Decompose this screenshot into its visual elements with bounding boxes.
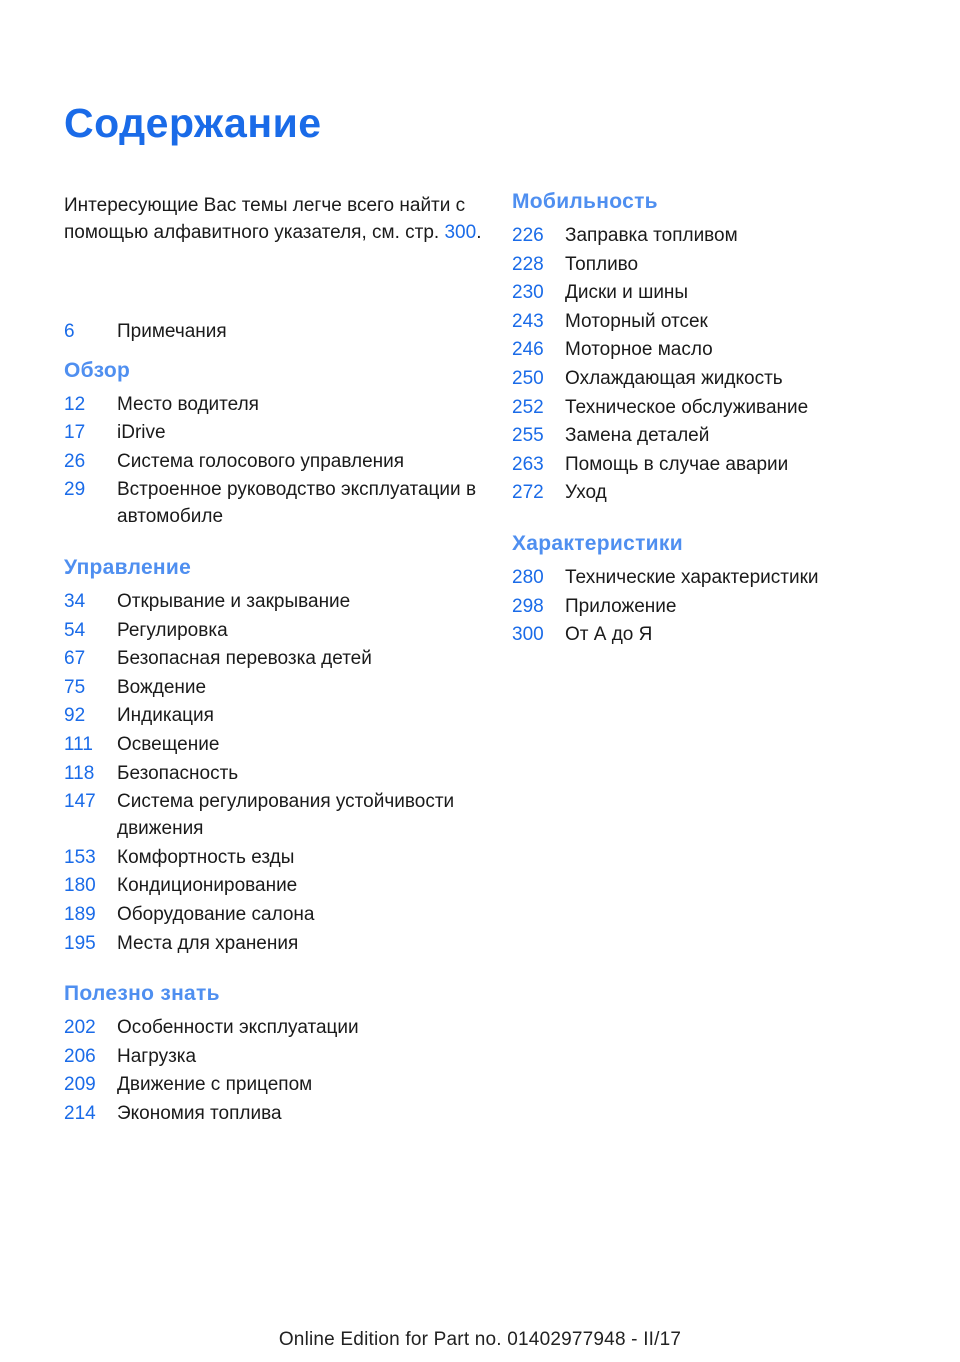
- toc-entry[interactable]: [64, 391, 482, 418]
- intro-end: .: [476, 222, 482, 243]
- toc-entry-label[interactable]: Техническое обслуживание: [565, 396, 809, 418]
- toc-entry-label[interactable]: Моторный отсек: [565, 310, 708, 332]
- toc-entry-label[interactable]: Экономия топлива: [117, 1103, 282, 1124]
- toc-page-number[interactable]: 228: [512, 253, 544, 275]
- toc-page-number[interactable]: 75: [64, 676, 86, 698]
- toc-entry-label[interactable]: Движение с прицепом: [117, 1074, 313, 1096]
- toc-section-title: Мобильность: [512, 190, 658, 213]
- toc-entry-label[interactable]: Диски и шины: [565, 282, 689, 304]
- toc-entry[interactable]: [64, 1014, 482, 1041]
- toc-page-number[interactable]: 243: [512, 310, 544, 332]
- toc-page-number[interactable]: 67: [64, 648, 86, 670]
- toc-entry-label[interactable]: Помощь в случае аварии: [565, 453, 789, 475]
- toc-entry-label[interactable]: Замена деталей: [565, 425, 710, 447]
- toc-entry-label[interactable]: Технические характеристики: [565, 567, 819, 588]
- toc-entry-label[interactable]: Регулировка: [117, 619, 228, 641]
- toc-entry-label[interactable]: Безопасность: [117, 762, 239, 784]
- toc-entry-label[interactable]: Индикация: [117, 705, 214, 727]
- intro-sentence: Интересующие Вас темы легче всего найти с помощью алфавитного указателя, см. стр.: [64, 195, 466, 243]
- toc-page-number[interactable]: 92: [64, 705, 86, 727]
- toc-entry-label[interactable]: Система голосового управления: [117, 450, 405, 472]
- toc-page-number[interactable]: 195: [64, 932, 96, 954]
- toc-entry[interactable]: [64, 731, 482, 758]
- toc-page-number[interactable]: 280: [512, 567, 544, 588]
- toc-entry[interactable]: [64, 760, 482, 787]
- toc-entry[interactable]: [64, 645, 482, 672]
- toc-entry[interactable]: [64, 1100, 482, 1127]
- toc-entry[interactable]: [64, 788, 482, 842]
- toc-entry[interactable]: [64, 901, 482, 928]
- toc-page-number[interactable]: 29: [64, 479, 86, 501]
- toc-page-number[interactable]: 255: [512, 425, 544, 447]
- toc-entry[interactable]: [512, 365, 930, 392]
- toc-page-number[interactable]: 263: [512, 453, 544, 475]
- toc-section-title: Полезно знать: [64, 982, 220, 1006]
- toc-entry-label[interactable]: Система регулирования устойчивости движения: [117, 791, 455, 840]
- index-page-link[interactable]: 300: [444, 222, 477, 243]
- toc-page-number[interactable]: 118: [64, 762, 95, 784]
- toc-entry[interactable]: [512, 422, 930, 449]
- toc-page-number[interactable]: 54: [64, 619, 86, 641]
- toc-page-number[interactable]: 180: [64, 875, 96, 897]
- toc-entry[interactable]: [64, 674, 482, 701]
- toc-entry-label[interactable]: Оборудование салона: [117, 904, 315, 925]
- toc-page-number[interactable]: 189: [64, 904, 96, 925]
- toc-entry[interactable]: [512, 621, 930, 648]
- toc-entry[interactable]: [64, 588, 482, 615]
- toc-entry-label[interactable]: Примечания: [117, 321, 227, 342]
- toc-entry[interactable]: [64, 617, 482, 644]
- toc-page-number[interactable]: 214: [64, 1103, 96, 1124]
- toc-page-number[interactable]: 272: [512, 482, 544, 504]
- toc-page-number[interactable]: 26: [64, 450, 86, 472]
- toc-entry[interactable]: [64, 872, 482, 899]
- toc-page-number[interactable]: 34: [64, 591, 86, 612]
- intro-text: [64, 192, 489, 246]
- toc-entry-label[interactable]: Открывание и закрывание: [117, 591, 351, 612]
- toc-entry[interactable]: [512, 564, 930, 591]
- toc-page-number[interactable]: 12: [64, 393, 86, 415]
- toc-page-number[interactable]: 230: [512, 282, 544, 304]
- toc-entry[interactable]: [64, 419, 482, 446]
- toc-entry-label[interactable]: Места для хранения: [117, 932, 299, 954]
- toc-page-number[interactable]: 298: [512, 595, 544, 617]
- toc-entry-label[interactable]: Моторное масло: [565, 339, 713, 361]
- toc-entry-label[interactable]: Встроенное руководство эксплуатации в автомобиле: [117, 479, 477, 528]
- toc-entry[interactable]: [64, 448, 482, 475]
- toc-entry-label[interactable]: Комфортность езды: [117, 846, 295, 868]
- toc-entry[interactable]: [512, 479, 930, 506]
- toc-page-number[interactable]: 300: [512, 624, 544, 646]
- toc-entry-label[interactable]: От А до Я: [565, 624, 653, 646]
- toc-entry-label[interactable]: Безопасная перевозка детей: [117, 648, 372, 670]
- toc-entry-label[interactable]: Топливо: [565, 253, 639, 275]
- toc-section-title: Обзор: [64, 358, 131, 382]
- toc-entry[interactable]: [64, 702, 482, 729]
- toc-entry[interactable]: [64, 1071, 482, 1098]
- toc-entry[interactable]: [512, 394, 930, 421]
- toc-page-number[interactable]: 246: [512, 339, 544, 361]
- toc-entry[interactable]: [512, 222, 930, 249]
- toc-entry[interactable]: [64, 844, 482, 871]
- toc-page-number[interactable]: 153: [64, 846, 96, 868]
- toc-page-number[interactable]: 250: [512, 368, 544, 389]
- toc-page-number[interactable]: 111: [64, 734, 93, 755]
- toc-page-number[interactable]: 206: [64, 1045, 96, 1067]
- footer-edition: Online Edition for Part no. 01402977948 - II/17: [278, 1329, 682, 1350]
- toc-entry[interactable]: [64, 930, 482, 957]
- toc-page-number[interactable]: 226: [512, 225, 544, 246]
- toc-entry-label[interactable]: Заправка топливом: [565, 225, 738, 246]
- toc-entry[interactable]: [512, 593, 930, 620]
- toc-section-title: Управление: [64, 556, 192, 579]
- toc-entry[interactable]: [512, 451, 930, 478]
- toc-entry-label[interactable]: Приложение: [565, 595, 677, 617]
- toc-entry-label[interactable]: Особенности эксплуатации: [117, 1017, 359, 1039]
- toc-entry-label[interactable]: Вождение: [117, 676, 207, 698]
- toc-entry[interactable]: [64, 318, 482, 345]
- toc-entry[interactable]: [64, 1043, 482, 1070]
- toc-entry-label[interactable]: Место водителя: [117, 393, 259, 415]
- toc-entry-label[interactable]: Охлаждающая жидкость: [565, 368, 783, 389]
- toc-entry[interactable]: [512, 336, 930, 363]
- toc-entry-label[interactable]: Уход: [565, 482, 607, 504]
- toc-entry-label[interactable]: Освещение: [117, 734, 220, 755]
- toc-entry[interactable]: [512, 308, 930, 335]
- toc-entry-label[interactable]: Нагрузка: [117, 1045, 197, 1067]
- toc-entry[interactable]: [512, 279, 930, 306]
- toc-page-number[interactable]: 147: [64, 791, 96, 813]
- toc-page-number[interactable]: 202: [64, 1017, 96, 1039]
- toc-page-number[interactable]: 6: [64, 321, 75, 342]
- toc-entry-label[interactable]: iDrive: [117, 422, 166, 444]
- toc-entry[interactable]: [64, 476, 482, 530]
- toc-page-number[interactable]: 209: [64, 1074, 96, 1096]
- toc-section-title: Характеристики: [512, 532, 683, 555]
- toc-page-number[interactable]: 17: [64, 422, 86, 444]
- toc-entry[interactable]: [512, 251, 930, 278]
- toc-entry-label[interactable]: Кондиционирование: [117, 875, 298, 897]
- page-title: Содержание: [64, 100, 322, 146]
- toc-page-number[interactable]: 252: [512, 396, 544, 418]
